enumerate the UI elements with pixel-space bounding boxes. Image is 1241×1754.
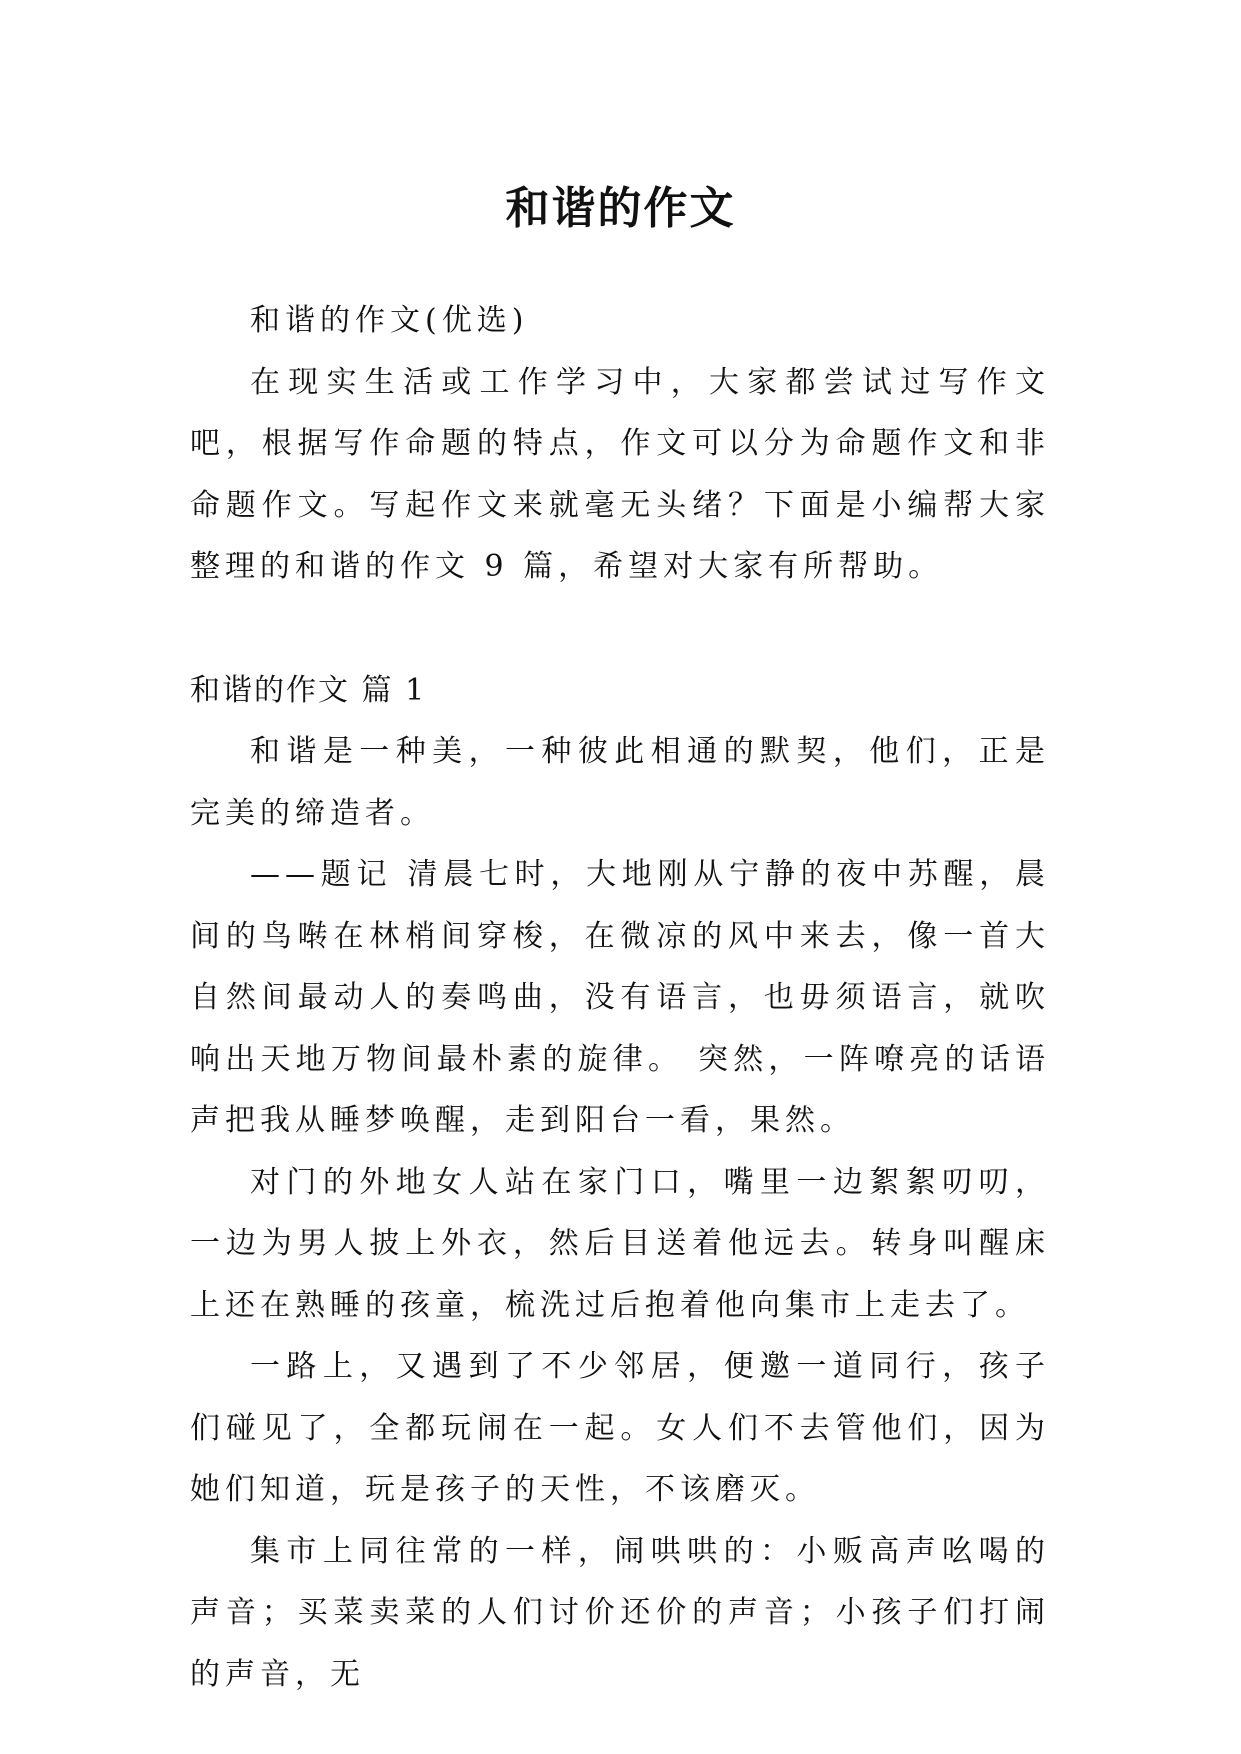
body-paragraph: ——题记 清晨七时，大地刚从宁静的夜中苏醒，晨间的鸟啭在林梢间穿梭，在微凉的风中来去，像一首大自然间最动人的奏鸣曲，没有语言，也毋须语言，就吹响出天地万物间最朴素的旋律。 突然，一阵嘹亮的话语声把我从睡梦唤醒，走到阳台一看，果然。 bbox=[190, 857, 1050, 1138]
body-paragraph: 集市上同往常的一样，闹哄哄的：小贩高声吆喝的声音；买菜卖菜的人们讨价还价的声音；小孩子们打闹的声音，无 bbox=[190, 1533, 1050, 1692]
document-body bbox=[190, 290, 1050, 1705]
section-heading: 和谐的作文 篇 1 bbox=[190, 672, 427, 708]
intro-paragraph: 在现实生活或工作学习中，大家都尝试过写作文吧，根据写作命题的特点，作文可以分为命题作文和非命题作文。写起作文来就毫无头绪？下面是小编帮大家整理的和谐的作文 9 篇，希望对大家有所帮助。 bbox=[190, 364, 1050, 584]
body-paragraph: 和谐是一种美，一种彼此相通的默契，他们，正是完美的缔造者。 bbox=[190, 734, 1050, 831]
body-paragraph: 一路上，又遇到了不少邻居，便邀一道同行，孩子们碰见了，全都玩闹在一起。女人们不去管他们，因为她们知道，玩是孩子的天性，不该磨灭。 bbox=[190, 1349, 1050, 1507]
body-paragraph: 对门的外地女人站在家门口，嘴里一边絮絮叨叨，一边为男人披上外衣，然后目送着他远去。转身叫醒床上还在熟睡的孩童，梳洗过后抱着他向集市上走去了。 bbox=[190, 1164, 1050, 1323]
document-title: 和谐的作文 bbox=[505, 183, 736, 235]
intro-subtitle: 和谐的作文(优选) bbox=[250, 303, 529, 338]
